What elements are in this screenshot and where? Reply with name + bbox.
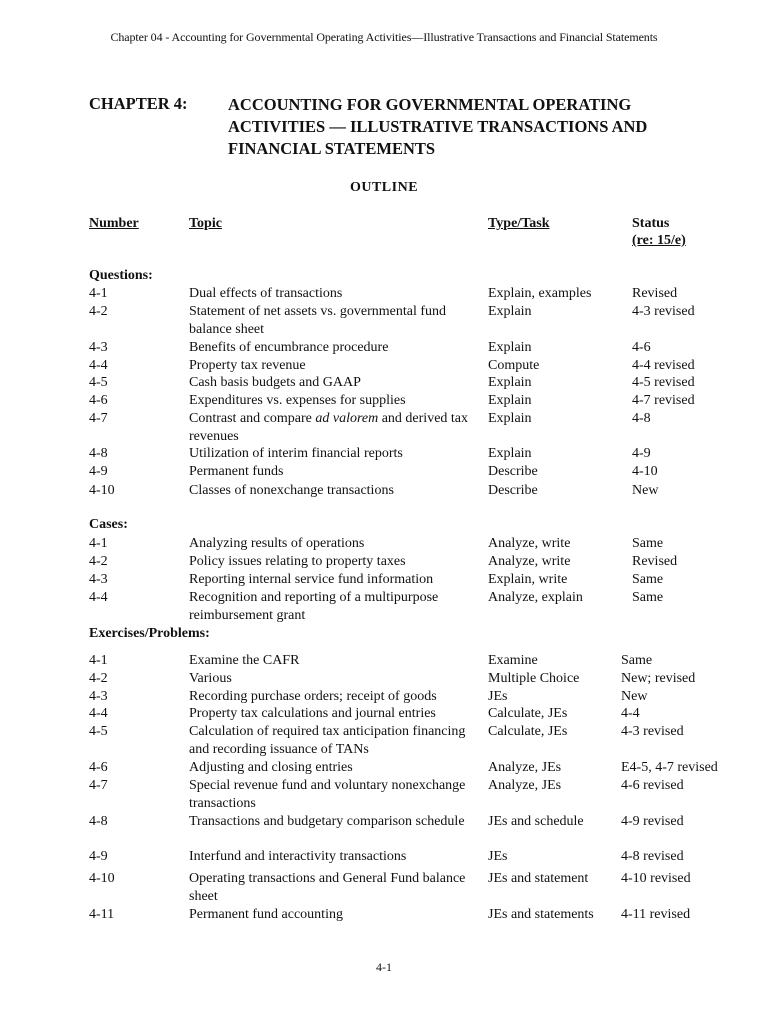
- row-status: E4-5, 4-7 revised: [621, 760, 718, 775]
- row-number: 4-1: [89, 653, 108, 668]
- header-status-sub: (re: 15/e): [632, 233, 686, 248]
- row-topic: Benefits of encumbrance procedure: [189, 340, 389, 355]
- row-type: Calculate, JEs: [488, 724, 568, 739]
- row-status: Revised: [632, 286, 678, 301]
- row-topic: Analyzing results of operations: [189, 536, 365, 551]
- outline-title: OUTLINE: [349, 180, 419, 195]
- row-number: 4-6: [89, 393, 108, 408]
- row-number: 4-1: [89, 536, 108, 551]
- row-status: 4-4: [621, 706, 640, 721]
- row-status: 4-4 revised: [632, 358, 695, 373]
- header-status-label: Status: [632, 216, 670, 231]
- row-number: 4-2: [89, 554, 108, 569]
- row-type: Explain: [488, 411, 532, 426]
- row-status: New: [621, 689, 648, 704]
- topic-text: Contrast and compare: [189, 411, 316, 426]
- questions-heading: Questions:: [89, 268, 153, 283]
- row-topic: Permanent funds: [189, 464, 284, 479]
- row-topic: Recording purchase orders; receipt of goods: [189, 689, 437, 704]
- cases-heading: Cases:: [89, 517, 128, 532]
- row-number: 4-5: [89, 375, 108, 390]
- row-topic: Reporting internal service fund information: [189, 572, 434, 587]
- row-topic: Calculation of required tax anticipation financing and recording issuance of TANs: [189, 724, 466, 757]
- row-status: Same: [632, 590, 664, 605]
- row-number: 4-3: [89, 340, 108, 355]
- row-type: Analyze, write: [488, 554, 571, 569]
- row-number: 4-1: [89, 286, 108, 301]
- row-status: 4-6: [632, 340, 651, 355]
- row-type: Examine: [488, 653, 538, 668]
- row-topic: Transactions and budgetary comparison schedule: [189, 814, 465, 829]
- row-status: New: [632, 483, 659, 498]
- row-topic: Classes of nonexchange transactions: [189, 483, 394, 498]
- row-type: Analyze, write: [488, 536, 571, 551]
- row-topic: Property tax calculations and journal entries: [189, 706, 436, 721]
- row-type: Describe: [488, 483, 538, 498]
- row-type: Explain, examples: [488, 286, 592, 301]
- row-number: 4-4: [89, 590, 108, 605]
- row-type: Analyze, explain: [488, 590, 583, 605]
- row-type: Analyze, JEs: [488, 778, 562, 793]
- row-topic: [189, 410, 479, 445]
- row-type: Explain: [488, 340, 532, 355]
- row-number: 4-3: [89, 689, 108, 704]
- row-topic: Policy issues relating to property taxes: [189, 554, 406, 569]
- row-number: 4-2: [89, 671, 108, 686]
- row-status: 4-7 revised: [632, 393, 695, 408]
- row-type: Explain, write: [488, 572, 568, 587]
- row-number: 4-11: [89, 907, 115, 922]
- header-type: Type/Task: [488, 216, 550, 231]
- row-status: Same: [632, 572, 664, 587]
- row-status: 4-8: [632, 411, 651, 426]
- row-number: 4-4: [89, 706, 108, 721]
- row-number: 4-8: [89, 446, 108, 461]
- row-topic: Adjusting and closing entries: [189, 760, 353, 775]
- row-status: 4-11 revised: [621, 907, 691, 922]
- row-type: JEs and statements: [488, 907, 594, 922]
- row-status: New; revised: [621, 671, 696, 686]
- chapter-label: CHAPTER 4:: [89, 94, 188, 113]
- row-status: 4-9: [632, 446, 651, 461]
- row-number: 4-5: [89, 724, 108, 739]
- row-type: Explain: [488, 446, 532, 461]
- row-status: 4-10: [632, 464, 658, 479]
- row-topic: Various: [189, 671, 232, 686]
- row-topic: Cash basis budgets and GAAP: [189, 375, 361, 390]
- page-number: 4-1: [376, 960, 392, 974]
- row-type: Analyze, JEs: [488, 760, 562, 775]
- row-status: 4-5 revised: [632, 375, 695, 390]
- row-number: 4-10: [89, 871, 115, 886]
- row-number: 4-10: [89, 483, 115, 498]
- header-number: Number: [89, 216, 139, 231]
- exercises-heading: Exercises/Problems:: [89, 626, 210, 641]
- row-topic: Property tax revenue: [189, 358, 306, 373]
- row-status: 4-8 revised: [621, 849, 684, 864]
- row-topic: Examine the CAFR: [189, 653, 300, 668]
- chapter-title: ACCOUNTING FOR GOVERNMENTAL OPERATING ACTIVITIES — ILLUSTRATIVE TRANSACTIONS AND FINANCIAL STATEMENTS: [228, 95, 648, 158]
- row-topic: Operating transactions and General Fund balance sheet: [189, 871, 466, 904]
- row-number: 4-7: [89, 411, 108, 426]
- row-status: Revised: [632, 554, 678, 569]
- row-number: 4-9: [89, 464, 108, 479]
- row-type: Explain: [488, 375, 532, 390]
- row-number: 4-6: [89, 760, 108, 775]
- row-number: 4-3: [89, 572, 108, 587]
- header-status: [632, 215, 686, 249]
- row-type: JEs and statement: [488, 871, 589, 886]
- row-number: 4-2: [89, 304, 108, 319]
- row-number: 4-7: [89, 778, 108, 793]
- row-status: 4-3 revised: [621, 724, 684, 739]
- row-type: Multiple Choice: [488, 671, 580, 686]
- row-topic: Special revenue fund and voluntary nonexchange transactions: [189, 778, 466, 811]
- row-topic: Utilization of interim financial reports: [189, 446, 403, 461]
- row-number: 4-4: [89, 358, 108, 373]
- row-type: Describe: [488, 464, 538, 479]
- row-type: JEs: [488, 689, 508, 704]
- row-number: 4-8: [89, 814, 108, 829]
- row-status: 4-10 revised: [621, 871, 691, 886]
- row-status: 4-9 revised: [621, 814, 684, 829]
- row-type: Explain: [488, 304, 532, 319]
- row-number: 4-9: [89, 849, 108, 864]
- row-topic: Expenditures vs. expenses for supplies: [189, 393, 406, 408]
- row-type: JEs and schedule: [488, 814, 584, 829]
- running-head: Chapter 04 - Accounting for Governmental Operating Activities—Illustrative Transactions and Financial Statements: [110, 30, 658, 44]
- row-type: JEs: [488, 849, 508, 864]
- topic-emphasis: ad valorem: [315, 411, 379, 426]
- row-type: Explain: [488, 393, 532, 408]
- row-status: Same: [632, 536, 664, 551]
- row-topic: Recognition and reporting of a multipurpose reimbursement grant: [189, 590, 439, 623]
- row-topic: Dual effects of transactions: [189, 286, 343, 301]
- row-type: Compute: [488, 358, 540, 373]
- row-topic: Interfund and interactivity transactions: [189, 849, 407, 864]
- row-type: Calculate, JEs: [488, 706, 568, 721]
- row-status: 4-6 revised: [621, 778, 684, 793]
- row-topic: Statement of net assets vs. governmental fund balance sheet: [189, 304, 446, 337]
- row-topic: Permanent fund accounting: [189, 907, 343, 922]
- header-topic: Topic: [189, 216, 222, 231]
- row-status: 4-3 revised: [632, 304, 695, 319]
- row-status: Same: [621, 653, 653, 668]
- topic-text: and derived tax revenues: [189, 411, 469, 444]
